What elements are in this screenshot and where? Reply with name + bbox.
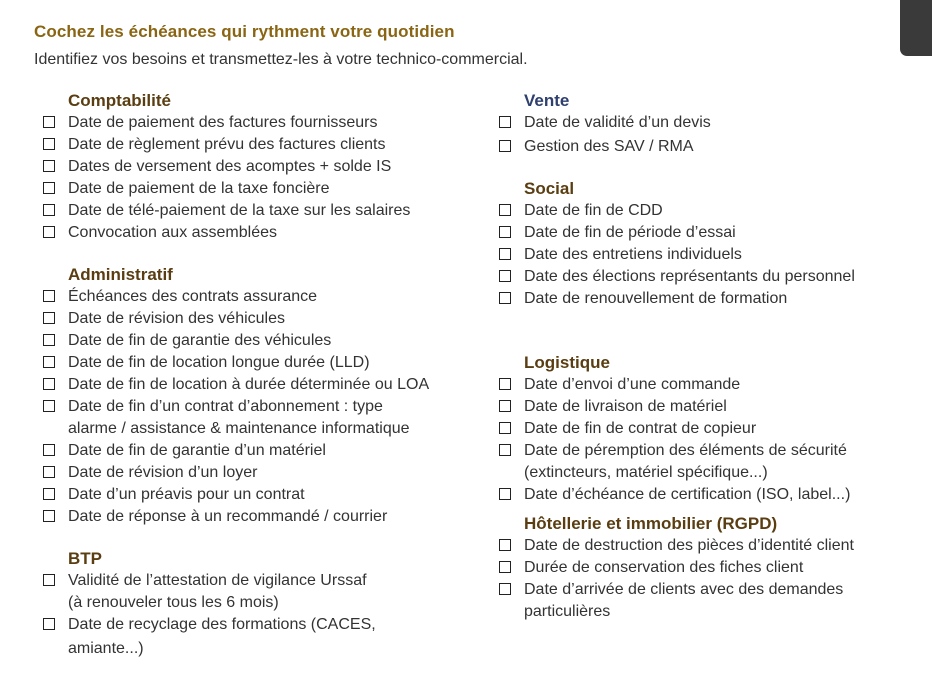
checklist-item <box>498 396 918 418</box>
item-label: Date de recyclage des formations (CACES, <box>68 616 376 633</box>
checklist-item <box>42 484 482 506</box>
section-title-vente: Vente <box>524 91 570 110</box>
item-label: Date de destruction des pièces d’identité client <box>524 537 854 554</box>
section-hotellerie <box>498 513 918 623</box>
item-label: Date d’envoi d’une commande <box>524 376 741 393</box>
item-label: Date des entretiens individuels <box>524 246 742 263</box>
checkbox[interactable] <box>499 204 511 216</box>
item-label: Date de fin d’un contrat d’abonnement : type <box>68 398 383 415</box>
item-label: Date d’échéance de certification (ISO, label...) <box>524 486 851 503</box>
item-label: Date de paiement de la taxe foncière <box>68 180 330 197</box>
checklist-item <box>42 570 482 592</box>
section-title-btp: BTP <box>68 549 102 568</box>
item-label: Date de fin de location longue durée (LLD) <box>68 354 370 371</box>
checklist-item <box>42 112 482 134</box>
section-comptabilite <box>42 90 482 244</box>
checklist-item <box>42 178 482 200</box>
checkbox[interactable] <box>499 488 511 500</box>
item-label: Date de révision des véhicules <box>68 310 286 327</box>
checklist-item <box>42 330 482 352</box>
checklist-item <box>498 288 918 310</box>
checklist-item <box>42 200 482 222</box>
checklist-item <box>498 136 918 158</box>
checkbox[interactable] <box>43 618 55 630</box>
checkbox[interactable] <box>43 226 55 238</box>
checklist-item <box>42 308 482 330</box>
item-label: (extincteurs, matériel spécifique...) <box>524 464 768 481</box>
item-label: Date de règlement prévu des factures clients <box>68 136 386 153</box>
item-label: Validité de l’attestation de vigilance Urssaf <box>68 572 367 589</box>
section-vente <box>498 90 918 158</box>
checklist-item <box>498 266 918 288</box>
checkbox[interactable] <box>43 400 55 412</box>
item-label: Convocation aux assemblées <box>68 224 278 241</box>
item-label: Échéances des contrats assurance <box>68 288 318 305</box>
checklist-item <box>498 222 918 244</box>
checklist-item <box>42 614 482 636</box>
checklist-item <box>42 156 482 178</box>
checkbox[interactable] <box>499 248 511 260</box>
checklist-item <box>42 352 482 374</box>
checklist-item <box>498 484 918 506</box>
item-label: Date de fin de CDD <box>524 202 663 219</box>
checkbox[interactable] <box>499 140 511 152</box>
checklist-item-continuation <box>498 462 918 484</box>
checkbox[interactable] <box>499 226 511 238</box>
checkbox[interactable] <box>43 204 55 216</box>
corner-tab <box>900 0 932 56</box>
checklist-item-continuation <box>42 638 482 660</box>
section-title-logistique: Logistique <box>524 353 610 372</box>
checkbox[interactable] <box>499 444 511 456</box>
checklist-item <box>498 579 918 601</box>
item-label: Date de validité d’un devis <box>524 114 711 131</box>
section-btp <box>42 548 482 660</box>
checklist-item <box>42 396 482 418</box>
checklist-item <box>42 506 482 528</box>
checkbox[interactable] <box>499 422 511 434</box>
checklist-item <box>42 374 482 396</box>
checkbox[interactable] <box>499 561 511 573</box>
page-title: Cochez les échéances qui rythment votre quotidien <box>34 22 455 41</box>
checkbox[interactable] <box>43 334 55 346</box>
checkbox[interactable] <box>499 292 511 304</box>
checkbox[interactable] <box>43 444 55 456</box>
section-title-social: Social <box>524 179 575 198</box>
checklist-item <box>498 374 918 396</box>
section-administratif <box>42 264 482 528</box>
checkbox[interactable] <box>499 400 511 412</box>
item-label: Date de télé-paiement de la taxe sur les salaires <box>68 202 411 219</box>
checkbox[interactable] <box>499 270 511 282</box>
item-label: particulières <box>524 603 611 620</box>
item-label: Gestion des SAV / RMA <box>524 138 694 155</box>
item-label: amiante...) <box>68 640 144 657</box>
item-label: Dates de versement des acomptes + solde IS <box>68 158 392 175</box>
item-label: Date de fin de contrat de copieur <box>524 420 757 437</box>
item-label: Date des élections représentants du personnel <box>524 268 855 285</box>
item-label: Date de livraison de matériel <box>524 398 727 415</box>
checkbox[interactable] <box>499 539 511 551</box>
checklist-item <box>498 557 918 579</box>
checklist-item <box>498 418 918 440</box>
checklist-item <box>498 112 918 134</box>
checkbox[interactable] <box>43 138 55 150</box>
item-label: (à renouveler tous les 6 mois) <box>68 594 279 611</box>
section-logistique <box>498 352 918 506</box>
checklist-item <box>42 222 482 244</box>
item-label: Date de péremption des éléments de sécurité <box>524 442 847 459</box>
item-label: Date de paiement des factures fournisseurs <box>68 114 378 131</box>
checklist-item <box>42 286 482 308</box>
item-label: Date de fin de garantie d’un matériel <box>68 442 326 459</box>
checklist-item <box>42 462 482 484</box>
checklist-item-continuation <box>498 601 918 623</box>
checklist-item <box>498 535 918 557</box>
checkbox[interactable] <box>499 116 511 128</box>
item-label: Date de renouvellement de formation <box>524 290 788 307</box>
checklist-item-continuation <box>42 418 482 440</box>
item-label: alarme / assistance & maintenance informatique <box>68 420 410 437</box>
left-column <box>42 90 482 660</box>
checkbox[interactable] <box>43 378 55 390</box>
checklist-item <box>42 134 482 156</box>
page-subtitle: Identifiez vos besoins et transmettez-les à votre technico-commercial. <box>34 51 528 68</box>
section-title-hotellerie: Hôtellerie et immobilier (RGPD) <box>524 514 778 533</box>
checkbox[interactable] <box>43 356 55 368</box>
item-label: Date de réponse à un recommandé / courrier <box>68 508 388 525</box>
item-label: Date d’un préavis pour un contrat <box>68 486 305 503</box>
section-title-comptabilite: Comptabilité <box>68 91 171 110</box>
item-label: Date de fin de période d’essai <box>524 224 736 241</box>
checkbox[interactable] <box>43 488 55 500</box>
checklist-item <box>42 440 482 462</box>
item-label: Date de révision d’un loyer <box>68 464 258 481</box>
checkbox[interactable] <box>43 574 55 586</box>
checkbox[interactable] <box>499 583 511 595</box>
item-label: Date de fin de location à durée déterminée ou LOA <box>68 376 430 393</box>
checkbox[interactable] <box>43 466 55 478</box>
checklist-item <box>498 244 918 266</box>
checkbox[interactable] <box>43 312 55 324</box>
item-label: Date d’arrivée de clients avec des demandes <box>524 581 844 598</box>
checkbox[interactable] <box>43 510 55 522</box>
item-label: Date de fin de garantie des véhicules <box>68 332 332 349</box>
section-title-administratif: Administratif <box>68 265 173 284</box>
checklist-item <box>498 440 918 462</box>
checkbox[interactable] <box>499 378 511 390</box>
checklist-item-continuation <box>42 592 482 614</box>
item-label: Durée de conservation des fiches client <box>524 559 804 576</box>
right-column <box>498 90 918 623</box>
checkbox[interactable] <box>43 116 55 128</box>
checkbox[interactable] <box>43 182 55 194</box>
checkbox[interactable] <box>43 290 55 302</box>
section-social <box>498 178 918 310</box>
checkbox[interactable] <box>43 160 55 172</box>
checklist-item <box>498 200 918 222</box>
